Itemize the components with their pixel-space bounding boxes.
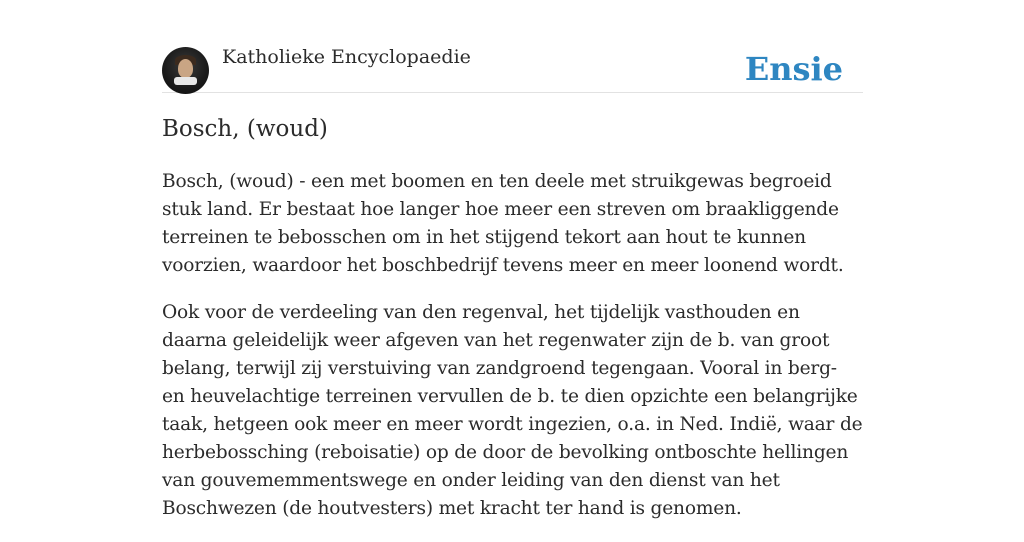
- article-paragraph: Bosch, (woud) - een met boomen en ten deele met struikgewas begroeid stuk land. Er bestaat hoe langer hoe meer een streven om braakliggende terreinen te bebosschen om in het stijgend tekort aan hout te kunnen voorzien, waardoor het boschbedrijf tevens meer en meer loonend wordt.: [162, 171, 844, 276]
- page-container: [162, 0, 863, 519]
- encyclopedia-name-link[interactable]: Katholieke Encyclopaedie: [222, 46, 471, 68]
- portrait-avatar-icon[interactable]: [162, 47, 209, 94]
- avatar-collar: [174, 77, 197, 85]
- ensie-logo-link[interactable]: Ensie: [744, 50, 843, 88]
- header: [162, 0, 863, 93]
- article-body: [162, 168, 863, 542]
- article-paragraph: Ook voor de verdeeling van den regenval, het tijdelijk vasthouden en daarna geleidelijk weer afgeven van het regenwater zijn de b. van groot belang, terwijl zij verstuiving van zandgroend tegengaan. Vooral in berg- en heuvelachtige terreinen vervullen de b. te dien opzichte een belangrijke taak, hetgeen ook meer en meer wordt ingezien, o.a. in Ned. Indië, waar de herbebossching (reboisatie) op de door de bevolking ontboschte hellingen van gouvememmentswege en onder leiding van den dienst van het Boschwezen (de houtvesters) met kracht ter hand is genomen.: [162, 302, 863, 519]
- page-title: Bosch, (woud): [162, 116, 328, 142]
- avatar-face: [178, 59, 193, 78]
